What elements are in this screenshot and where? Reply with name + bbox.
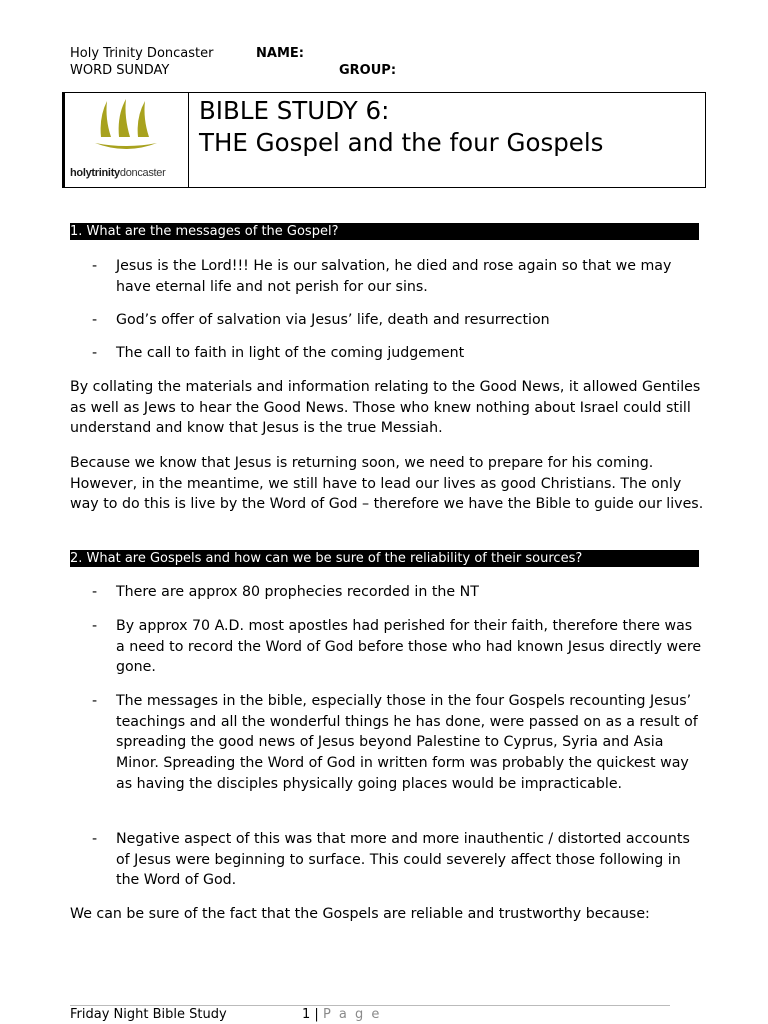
- footer-page-number: [302, 1007, 381, 1023]
- page-number: 1: [302, 1007, 311, 1022]
- bullet-text: There are approx 80 prophecies recorded in the NT: [116, 584, 479, 600]
- paragraph: By collating the materials and information relating to the Good News, it allowed Gentiles as well as Jews to hear the Good News. Those who knew nothing about Israel could still understand and know that Jesus is the true Messiah.: [70, 379, 701, 437]
- list-item: [92, 829, 702, 891]
- logo-cell: [63, 93, 189, 187]
- title-line-2: THE Gospel and the four Gospels: [199, 128, 604, 157]
- bullet-dash: -: [92, 345, 98, 361]
- closing-paragraph: We can be sure of the fact that the Gospels are reliable and trustworthy because:: [70, 906, 650, 922]
- list-item: [92, 691, 702, 795]
- page-separator: |: [314, 1007, 319, 1022]
- section-2-heading: 2. What are Gospels and how can we be sure of the reliability of their sources?: [70, 550, 699, 567]
- bullet-dash: -: [92, 312, 98, 328]
- bullet-text: The call to faith in light of the coming judgement: [116, 345, 465, 361]
- section-1-heading: 1. What are the messages of the Gospel?: [70, 223, 699, 240]
- bullet-dash: -: [92, 831, 98, 847]
- list-item: [92, 256, 702, 297]
- page-word: P a g e: [322, 1007, 382, 1022]
- list-item: [92, 343, 702, 364]
- list-item: [92, 310, 702, 331]
- list-item: [92, 616, 702, 678]
- header-name-label: NAME:: [256, 46, 304, 61]
- footer-divider: [70, 1005, 670, 1006]
- paragraph: Because we know that Jesus is returning soon, we need to prepare for his coming. However, in the meantime, we still have to lead our lives as good Christians. The only way to do this is live by the Word of God – therefore we have the Bible to guide our lives.: [70, 455, 704, 513]
- header-group-label: GROUP:: [339, 63, 397, 78]
- bullet-text: Negative aspect of this was that more and more inauthentic / distorted accounts of Jesus were beginning to surface. This could severely affect those following in the Word of God.: [116, 831, 690, 889]
- bullet-text: By approx 70 A.D. most apostles had perished for their faith, therefore there was a need to record the Word of God before those who had known Jesus directly were gone.: [116, 618, 702, 676]
- header-church: Holy Trinity Doncaster: [70, 46, 214, 61]
- bullet-dash: -: [92, 584, 98, 600]
- header-word-sunday: WORD SUNDAY: [70, 63, 170, 78]
- title-line-1: BIBLE STUDY 6:: [199, 96, 390, 125]
- crown-logo-icon: [93, 95, 159, 161]
- bullet-dash: -: [92, 693, 98, 709]
- title-box: [62, 92, 706, 188]
- list-item: [92, 582, 702, 603]
- bullet-text: Jesus is the Lord!!! He is our salvation, he died and rose again so that we may have eternal life and not perish for our sins.: [116, 258, 672, 295]
- bullet-dash: -: [92, 258, 98, 274]
- logo-text-light: doncaster: [119, 167, 166, 179]
- logo-wordmark: [70, 167, 165, 179]
- bullet-dash: -: [92, 618, 98, 634]
- bullet-text: The messages in the bible, especially those in the four Gospels recounting Jesus’ teachings and all the wonderful things he has done, were passed on as a result of spreading the good news of Jesus beyond Palestine to Cyprus, Syria and Asia Minor. Spreading the Word of God in written form was probably the quickest way as having the disciples physically going places would be impracticable.: [116, 693, 698, 792]
- footer-left: Friday Night Bible Study: [70, 1007, 227, 1022]
- bullet-text: God’s offer of salvation via Jesus’ life, death and resurrection: [116, 312, 550, 328]
- document-title: [199, 95, 603, 159]
- logo-text-bold: holytrinity: [70, 167, 120, 179]
